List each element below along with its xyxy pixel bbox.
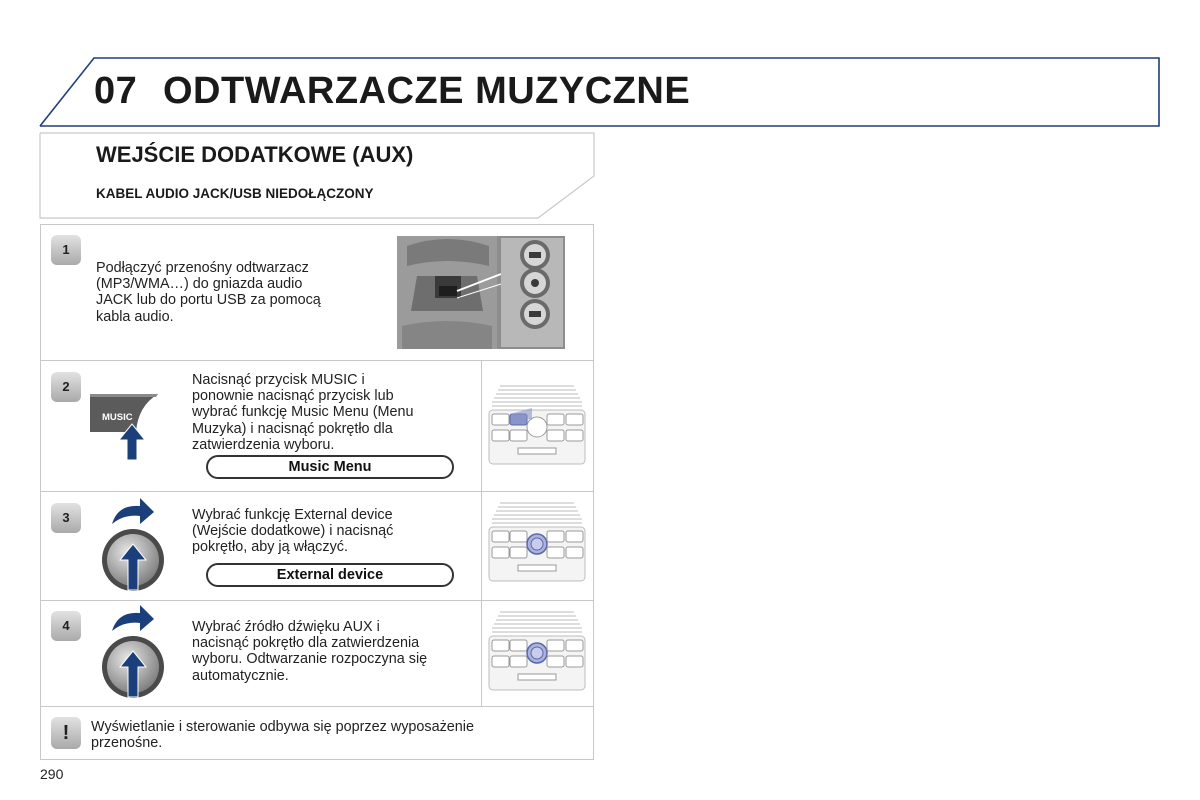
- step-2-line: wybrać funkcję Music Menu (Menu: [192, 404, 414, 421]
- external-device-label: External device: [206, 563, 454, 587]
- rotate-and-press-knob-icon: [100, 494, 166, 594]
- step-1-line: Podłączyć przenośny odtwarzacz: [96, 260, 309, 276]
- step-1-badge: 1: [51, 235, 81, 265]
- note-line: przenośne.: [91, 735, 163, 752]
- step-4-divider: [481, 601, 482, 706]
- warning-icon: !: [51, 717, 81, 749]
- page-number: 290: [40, 766, 64, 782]
- step-2-line: Muzyka) i nacisnąć pokrętło dla: [192, 420, 393, 437]
- chapter-title: ODTWARZACZE MUZYCZNE: [163, 70, 691, 112]
- step-3-line: (Wejście dodatkowe) i nacisnąć: [192, 523, 394, 540]
- radio-panel-music-highlight: [488, 380, 586, 466]
- chapter-number: 07: [94, 70, 138, 112]
- note-text: [91, 719, 581, 751]
- step-4-line: Wybrać źródło dźwięku AUX i: [192, 619, 380, 635]
- step-2-badge: 2: [51, 372, 81, 402]
- step-4-line: nacisnąć pokrętło dla zatwierdzenia: [192, 635, 420, 652]
- step-3-line: Wybrać funkcję External device: [192, 507, 393, 523]
- step-3-line: pokrętło, aby ją włączyć.: [192, 539, 348, 556]
- step-2-line: ponownie nacisnąć przycisk lub: [192, 388, 394, 405]
- step-3-divider: [481, 492, 482, 600]
- section-subtitle: KABEL AUDIO JACK/USB NIEDOŁĄCZONY: [96, 186, 374, 201]
- section-title: WEJŚCIE DODATKOWE (AUX): [96, 142, 414, 167]
- music-button-icon: [88, 388, 168, 464]
- step-1-line: JACK lub do portu USB za pomocą: [96, 292, 321, 309]
- radio-panel-knob-highlight: [488, 497, 586, 583]
- step-4-line: automatycznie.: [192, 667, 289, 684]
- step-3-text: [192, 507, 472, 556]
- step-2-divider: [481, 361, 482, 491]
- step-4-badge: 4: [51, 611, 81, 641]
- step-2-line: Nacisnąć przycisk MUSIC i: [192, 372, 365, 388]
- rotate-and-press-knob-icon: [100, 601, 166, 701]
- step-1-line: (MP3/WMA…) do gniazda audio: [96, 276, 303, 293]
- music-menu-label: Music Menu: [206, 455, 454, 479]
- radio-panel-knob-highlight: [488, 606, 586, 692]
- music-button-label: MUSIC: [102, 412, 133, 423]
- console-sockets-photo: [397, 236, 565, 349]
- step-4-line: wyboru. Odtwarzanie rozpoczyna się: [192, 651, 428, 668]
- step-2-text: [192, 372, 472, 453]
- step-1-line: kabla audio.: [96, 308, 174, 325]
- step-4-text: [192, 619, 477, 684]
- step-2-line: zatwierdzenia wyboru.: [192, 436, 335, 453]
- step-1-text: [96, 260, 376, 325]
- step-3-badge: 3: [51, 503, 81, 533]
- note-line: Wyświetlanie i sterowanie odbywa się poprzez wyposażenie: [91, 719, 475, 735]
